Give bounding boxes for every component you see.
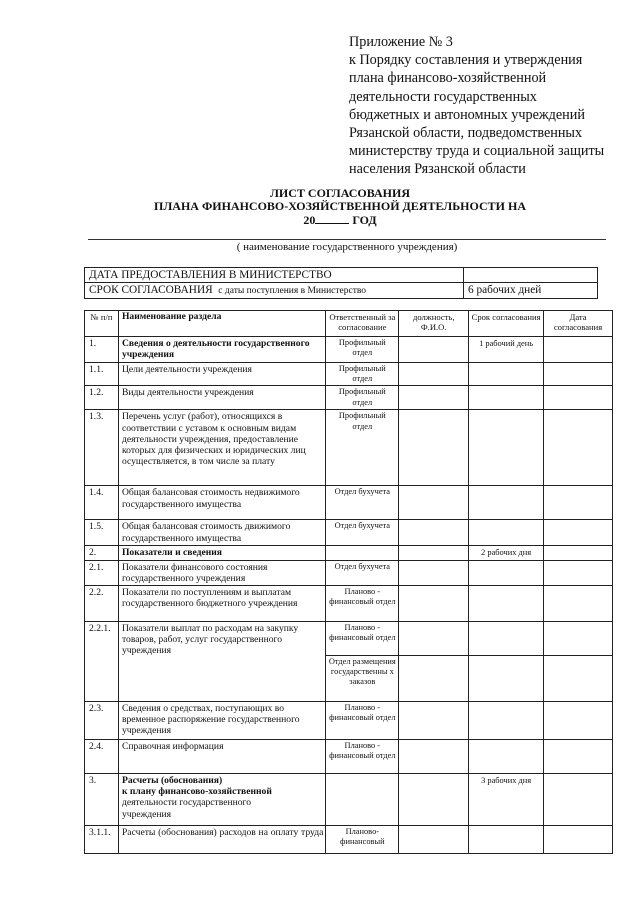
row-responsible: Планово - финансовый отдел: [326, 702, 399, 740]
table-row: [85, 363, 613, 386]
row-name: Виды деятельности учреждения: [118, 386, 325, 410]
row-position-cell[interactable]: [399, 586, 469, 622]
row-term-2: [469, 656, 544, 702]
row-num: 2.2.1.: [85, 622, 119, 702]
year-suffix: ГОД: [352, 213, 377, 227]
table-row: [85, 826, 613, 854]
row-responsible: Планово- финансовый: [326, 826, 399, 854]
row-num: 1.5.: [85, 520, 119, 546]
table-row: [85, 586, 613, 622]
row-name: Показатели финансового состояния государственного учреждения: [118, 560, 325, 585]
appendix-line: плана финансово-хозяйственной: [349, 70, 547, 87]
table-row: [85, 410, 613, 486]
row-name: Показатели по поступлениям и выплатам государственного бюджетного учреждения: [118, 586, 325, 622]
row-responsible: Профильный отдел: [326, 363, 399, 386]
row-position-cell[interactable]: [399, 740, 469, 774]
row-term: [469, 702, 544, 740]
header-num: № п/п: [85, 311, 119, 337]
row-responsible-2: Отдел размещения государственны х заказов: [326, 656, 399, 702]
row-name: Общая балансовая стоимость недвижимого государственного имущества: [118, 486, 325, 520]
row-num: 1.4.: [85, 486, 119, 520]
row-position-cell[interactable]: [399, 486, 469, 520]
row-responsible: Профильный отдел: [326, 386, 399, 410]
row-responsible: Отдел бухучета: [326, 560, 399, 585]
row-name: Расчеты (обоснования) расходов на оплату труда: [118, 826, 325, 854]
doc-title-line1: ЛИСТ СОГЛАСОВАНИЯ: [269, 186, 411, 200]
row-position-cell[interactable]: [399, 560, 469, 585]
header-position: должность, Ф.И.О.: [399, 311, 469, 337]
row-responsible: Отдел бухучета: [326, 486, 399, 520]
row-date-cell[interactable]: [544, 622, 613, 656]
row-name: Показатели выплат по расходам на закупку товаров, работ, услуг государственного учреждения: [118, 622, 325, 702]
row-responsible: Профильный отдел: [326, 410, 399, 486]
approval-term-label-main: СРОК СОГЛАСОВАНИЯ: [89, 284, 213, 296]
row-responsible: Планово - финансовый отдел: [326, 622, 399, 656]
row-position-cell[interactable]: [399, 826, 469, 854]
row-date-cell[interactable]: [544, 586, 613, 622]
row-position-cell[interactable]: [399, 656, 469, 702]
row-responsible: [326, 546, 399, 560]
row-responsible: Отдел бухучета: [326, 520, 399, 546]
row-num: 2.: [85, 546, 119, 560]
submission-date-value[interactable]: [464, 268, 598, 283]
row-num: 3.1.1.: [85, 826, 119, 854]
table-row: [85, 486, 613, 520]
row-num: 1.: [85, 337, 119, 363]
year-blank[interactable]: [315, 213, 349, 224]
table-row: [85, 386, 613, 410]
row-date-cell[interactable]: [544, 410, 613, 486]
row-date-cell[interactable]: [544, 740, 613, 774]
row-name: Общая балансовая стоимость движимого государственного имущества: [118, 520, 325, 546]
org-caption: ( наименование государственного учреждения): [236, 241, 458, 253]
row-position-cell[interactable]: [399, 702, 469, 740]
row-term: [469, 586, 544, 622]
approval-term-label-note: с даты поступления в Министерство: [218, 286, 367, 296]
row-term: [469, 486, 544, 520]
row-term: [469, 410, 544, 486]
table-row: [85, 740, 613, 774]
org-name-line[interactable]: [88, 239, 606, 240]
row-num: 2.2.: [85, 586, 119, 622]
row-date-cell[interactable]: [544, 363, 613, 386]
row-term: 1 рабочий день: [469, 337, 544, 363]
appendix-line: министерству труда и социальной защиты: [349, 143, 605, 160]
table-row: [85, 520, 613, 546]
row-num: 3.: [85, 774, 119, 826]
approval-table: [84, 310, 613, 854]
doc-title-year: [60, 213, 620, 228]
row-term: [469, 386, 544, 410]
row-position-cell[interactable]: [399, 520, 469, 546]
year-prefix: 20: [303, 213, 316, 227]
submission-info-table: [84, 267, 598, 299]
doc-title-line2: ПЛАНА ФИНАНСОВО-ХОЗЯЙСТВЕННОЙ ДЕЯТЕЛЬНОСТИ НА: [154, 199, 526, 213]
row-date-cell[interactable]: [544, 386, 613, 410]
row-term: [469, 740, 544, 774]
row-date-cell[interactable]: [544, 702, 613, 740]
row-date-cell[interactable]: [544, 337, 613, 363]
header-term: Срок согласования: [469, 311, 544, 337]
row-name: Цели деятельности учреждения: [118, 363, 325, 386]
row-position-cell[interactable]: [399, 386, 469, 410]
row-name: Сведения о средствах, поступающих во временное распоряжение государственного учреждения: [118, 702, 325, 740]
row-num: 1.2.: [85, 386, 119, 410]
row-responsible: Профильный отдел: [326, 337, 399, 363]
approval-term-value: 6 рабочих дней: [464, 283, 598, 299]
row-date-cell[interactable]: [544, 520, 613, 546]
appendix-line: деятельности государственных: [349, 88, 537, 105]
header-date: Дата согласования: [544, 311, 613, 337]
row-num: 1.3.: [85, 410, 119, 486]
row-name: Сведения о деятельности государственного учреждения: [118, 337, 325, 363]
row-date-cell[interactable]: [544, 826, 613, 854]
submission-date-label: ДАТА ПРЕДОСТАВЛЕНИЯ В МИНИСТЕРСТВО: [85, 268, 464, 283]
appendix-line: населения Рязанской области: [349, 161, 526, 178]
row-term: [469, 826, 544, 854]
row-position-cell[interactable]: [399, 622, 469, 656]
row-position-cell[interactable]: [399, 546, 469, 560]
row-term: [469, 622, 544, 656]
row-name: Перечень услуг (работ), относящихся в соответствии с уставом к основным видам деятельности учреждения, предоставление которых для физических и юридических лиц осуществляется, в том числе за плату: [118, 410, 325, 486]
row-term: 2 рабочих дня: [469, 546, 544, 560]
appendix-line: к Порядку составления и утверждения: [349, 52, 583, 69]
appendix-header: [349, 33, 639, 179]
row-date-cell[interactable]: [544, 774, 613, 826]
table-row: [85, 622, 613, 656]
row-term: [469, 520, 544, 546]
appendix-line: Приложение № 3: [349, 34, 453, 50]
row-position-cell[interactable]: [399, 410, 469, 486]
row-name: Показатели и сведения: [118, 546, 325, 560]
row-position-cell[interactable]: [399, 337, 469, 363]
row-name: Справочная информация: [118, 740, 325, 774]
header-name: Наименование раздела: [118, 311, 325, 337]
row-position-cell[interactable]: [399, 363, 469, 386]
table-row: [85, 337, 613, 363]
table-row: [85, 774, 613, 826]
row-date-cell[interactable]: [544, 560, 613, 585]
row-term: 3 рабочих дня: [469, 774, 544, 826]
row-name: Расчеты (обоснования) к плану финансово-хозяйственной деятельности государственного учреждения: [118, 774, 325, 826]
row-date-cell[interactable]: [544, 546, 613, 560]
table-row: [85, 560, 613, 585]
appendix-line: Рязанской области, подведомственных: [349, 125, 583, 142]
appendix-line: бюджетных и автономных учреждений: [349, 106, 585, 123]
header-responsible: Ответственный за согласование: [326, 311, 399, 337]
approval-term-label: [85, 283, 464, 299]
row-term: [469, 560, 544, 585]
row-num: 2.3.: [85, 702, 119, 740]
row-responsible: [326, 774, 399, 826]
row-date-cell[interactable]: [544, 656, 613, 702]
table-row: [85, 546, 613, 560]
row-responsible: Планово - финансовый отдел: [326, 586, 399, 622]
row-position-cell[interactable]: [399, 774, 469, 826]
row-term: [469, 363, 544, 386]
row-responsible: Планово - финансовый отдел: [326, 740, 399, 774]
table-row: [85, 702, 613, 740]
row-num: 2.4.: [85, 740, 119, 774]
row-date-cell[interactable]: [544, 486, 613, 520]
row-num: 2.1.: [85, 560, 119, 585]
row-num: 1.1.: [85, 363, 119, 386]
